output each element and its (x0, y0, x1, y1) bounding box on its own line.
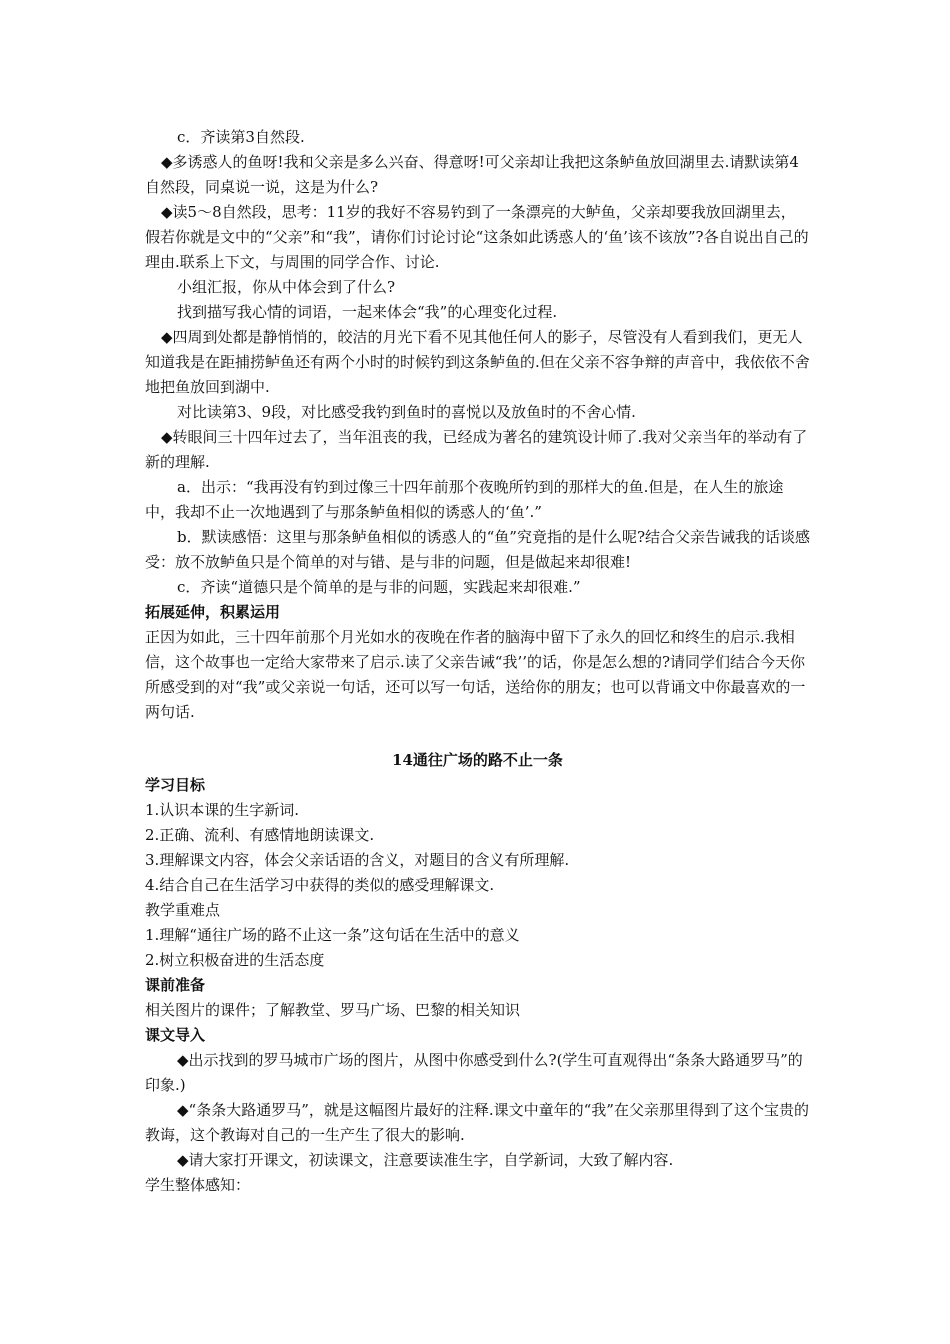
paragraph: ◆读5～8自然段，思考：11岁的我好不容易钓到了一条漂亮的大鲈鱼，父亲却要我放回湖里去，假若你就是文中的“父亲”和“我”，请你们讨论讨论“这条如此诱惑人的‘鱼’该不该放”?各自说出自己的理由.联系上下文，与周围的同学合作、讨论. (145, 203, 809, 271)
list-item: 2.正确、流利、有感情地朗读课文. (145, 826, 375, 844)
section-heading-prep: 课前准备 (145, 976, 206, 994)
paragraph: b．默读感悟：这里与那条鲈鱼相似的诱惑人的“鱼”究竟指的是什么呢?结合父亲告诫我的话谈感受：放不放鲈鱼只是个简单的对与错、是与非的问题，但是做起来却很难! (145, 528, 810, 571)
list-item: 4.结合自己在生活学习中获得的类似的感受理解课文. (145, 876, 495, 894)
section-heading-extend: 拓展延伸，积累运用 (145, 603, 281, 621)
paragraph: c．齐读“道德只是个简单的是与非的问题，实践起来却很难.” (177, 578, 581, 596)
section-heading-goals: 学习目标 (145, 776, 206, 794)
paragraph: ◆四周到处都是静悄悄的，皎洁的月光下看不见其他任何人的影子，尽管没有人看到我们，更无人知道我是在距捕捞鲈鱼还有两个小时的时候钓到这条鲈鱼的.但在父亲不容争辩的声音中，我依依不舍地把鱼放回到湖中. (145, 328, 810, 396)
paragraph: ◆转眼间三十四年过去了，当年沮丧的我，已经成为著名的建筑设计师了.我对父亲当年的举动有了新的理解. (145, 428, 808, 471)
paragraph: 学生整体感知： (145, 1176, 251, 1194)
lesson-title: 14通往广场的路不止一条 (392, 751, 563, 769)
list-item: 2.树立积极奋进的生活态度 (145, 951, 325, 969)
paragraph: 正因为如此，三十四年前那个月光如水的夜晚在作者的脑海中留下了永久的回忆和终生的启示.我相信，这个故事也一定给大家带来了启示.读了父亲告诫“我’’的话，你是怎么想的?请同学们结合今天你所感受到的对“我”或父亲说一句话，还可以写一句话，送给你的朋友；也可以背诵文中你最喜欢的一两句话. (145, 628, 806, 721)
list-item: 1.认识本课的生字新词. (145, 801, 300, 819)
paragraph: ◆多诱惑人的鱼呀!我和父亲是多么兴奋、得意呀!可父亲却让我把这条鲈鱼放回湖里去.请默读第4自然段，同桌说一说，这是为什么? (145, 153, 799, 196)
document-page (145, 125, 810, 1198)
list-item: 3.理解课文内容，体会父亲话语的含义，对题目的含义有所理解. (145, 851, 570, 869)
paragraph: 相关图片的课件；了解教堂、罗马广场、巴黎的相关知识 (145, 1001, 521, 1019)
paragraph: a．出示：“我再没有钓到过像三十四年前那个夜晚所钓到的那样大的鱼.但是，在人生的旅途中，我却不止一次地遇到了与那条鲈鱼相似的诱惑人的‘鱼’.” (145, 478, 784, 521)
section-heading-intro: 课文导入 (145, 1026, 206, 1044)
list-item: 1.理解“通往广场的路不止这一条”这句话在生活中的意义 (145, 926, 520, 944)
paragraph: 对比读第3、9段，对比感受我钓到鱼时的喜悦以及放鱼时的不舍心情. (177, 403, 636, 421)
paragraph: ◆出示找到的罗马城市广场的图片，从图中你感受到什么?(学生可直观得出“条条大路通罗马”的印象.) (145, 1051, 803, 1094)
paragraph: 找到描写我心情的词语，一起来体会“我”的心理变化过程. (177, 303, 558, 321)
focus-label: 教学重难点 (145, 901, 221, 919)
paragraph: ◆“条条大路通罗马”，就是这幅图片最好的注释.课文中童年的“我”在父亲那里得到了这个宝贵的教诲，这个教诲对自己的一生产生了很大的影响. (145, 1101, 809, 1144)
paragraph: ◆请大家打开课文，初读课文，注意要读准生字，自学新词，大致了解内容. (177, 1151, 674, 1169)
paragraph: c．齐读第3自然段. (177, 128, 305, 146)
paragraph: 小组汇报，你从中体会到了什么? (177, 278, 396, 296)
